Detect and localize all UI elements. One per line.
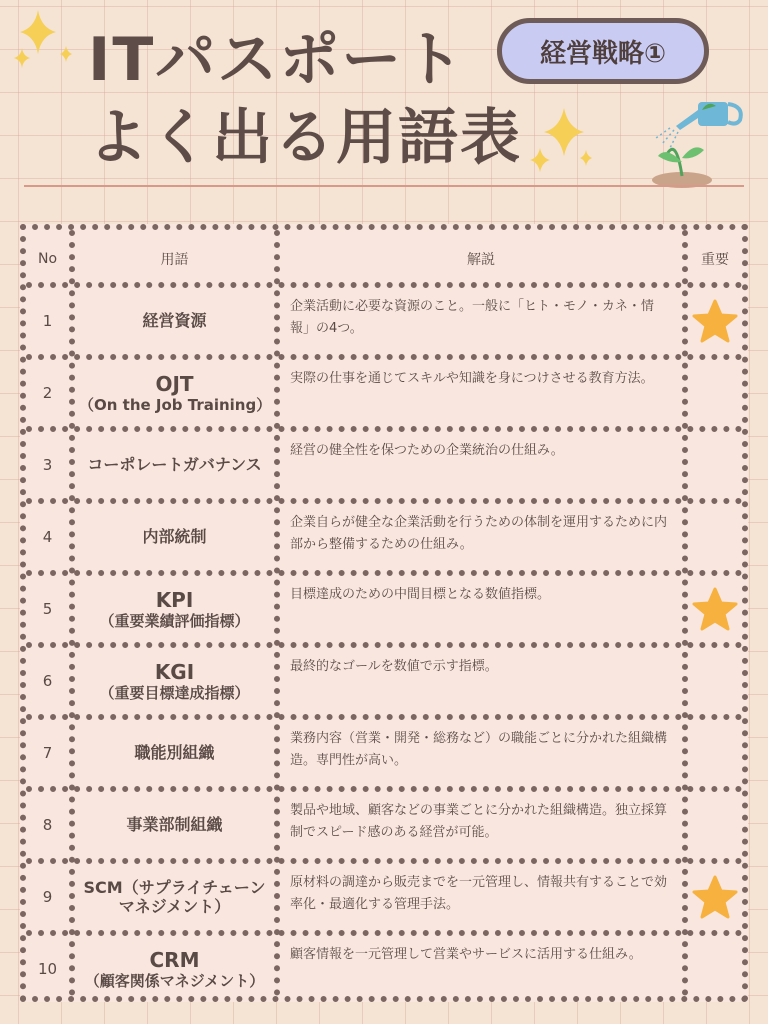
row-number: 2 <box>42 384 53 402</box>
title-underline <box>24 185 744 187</box>
importance-cell <box>688 936 742 1002</box>
star-icon <box>692 299 738 343</box>
row-number: 3 <box>42 456 53 474</box>
row-number: 7 <box>42 744 53 762</box>
importance-cell <box>688 504 742 570</box>
star-icon <box>692 875 738 919</box>
page-title-line2: よく出る用語表 <box>88 103 522 173</box>
term-cell <box>75 576 274 642</box>
star-icon <box>692 587 738 631</box>
sparkle-icon <box>8 6 84 76</box>
term-cell <box>75 720 274 786</box>
description-cell: 企業活動に必要な資源のこと。一般に「ヒト・モノ・カネ・情報」の4つ。 <box>290 299 654 336</box>
importance-cell <box>688 288 742 354</box>
row-number: 8 <box>42 816 53 834</box>
term-cell <box>75 504 274 570</box>
importance-cell <box>688 576 742 642</box>
description-cell: 業務内容（営業・開発・総務など）の職能ごとに分かれた組織構造。専門性が高い。 <box>290 731 668 768</box>
term-cell <box>75 432 274 498</box>
importance-cell <box>688 360 742 426</box>
row-number: 1 <box>42 312 53 330</box>
term-subtitle: （On the Job Training） <box>79 396 272 414</box>
term-cell <box>75 936 274 1002</box>
term-name: SCM（サプライチェーンマネジメント） <box>83 877 266 916</box>
description-cell: 顧客情報を一元管理して営業やサービスに活用する仕組み。 <box>290 947 642 962</box>
description-cell: 最終的なゴールを数値で示す指標。 <box>290 659 498 674</box>
term-name: KPI <box>155 588 194 612</box>
header-importance: 重要 <box>701 252 729 268</box>
term-name: KGI <box>154 660 195 684</box>
description-cell: 製品や地域、顧客などの事業ごとに分かれた組織構造。独立採算制でスピード感のある経営が可能。 <box>290 803 668 840</box>
description-cell: 経営の健全性を保つための企業統治の仕組み。 <box>290 443 564 458</box>
term-cell <box>75 792 274 858</box>
importance-cell <box>688 720 742 786</box>
glossary-table <box>20 224 748 1002</box>
importance-cell <box>688 864 742 930</box>
page-title-line1: ITパスポート <box>88 25 466 95</box>
row-number: 4 <box>42 528 53 546</box>
sparkle-icon <box>522 104 602 184</box>
category-badge: 経営戦略① <box>497 18 709 84</box>
term-name: OJT <box>155 372 194 396</box>
watering-can-icon <box>636 86 748 190</box>
header-no: No <box>37 251 58 267</box>
term-name: 事業部制組織 <box>126 815 223 835</box>
importance-cell <box>688 648 742 714</box>
term-name: 経営資源 <box>142 311 207 331</box>
description-cell: 目標達成のための中間目標となる数値指標。 <box>290 587 551 602</box>
header-description: 解説 <box>467 252 495 268</box>
term-name: コーポレートガバナンス <box>87 455 262 475</box>
importance-cell <box>688 432 742 498</box>
description-cell: 企業自らが健全な企業活動を行うための体制を運用するために内部から整備するための仕組み。 <box>290 515 668 552</box>
description-cell: 原材料の調達から販売までを一元管理し、情報共有することで効率化・最適化する管理手法。 <box>290 875 668 912</box>
term-name: 職能別組織 <box>134 743 215 763</box>
importance-cell <box>688 792 742 858</box>
term-name: CRM <box>149 948 200 972</box>
row-number: 9 <box>42 888 53 906</box>
term-subtitle: （顧客関係マネジメント） <box>84 972 265 990</box>
row-number: 5 <box>42 600 53 618</box>
term-cell <box>75 864 274 930</box>
term-subtitle: （重要業績評価指標） <box>99 612 250 630</box>
description-cell: 実際の仕事を通じてスキルや知識を身につけさせる教育方法。 <box>290 371 654 386</box>
term-cell <box>75 360 274 426</box>
header-term: 用語 <box>160 252 189 268</box>
row-number: 10 <box>37 960 58 978</box>
term-name: 内部統制 <box>142 527 207 547</box>
term-cell <box>75 648 274 714</box>
term-cell <box>75 288 274 354</box>
row-number: 6 <box>42 672 53 690</box>
term-subtitle: （重要目標達成指標） <box>99 684 250 702</box>
